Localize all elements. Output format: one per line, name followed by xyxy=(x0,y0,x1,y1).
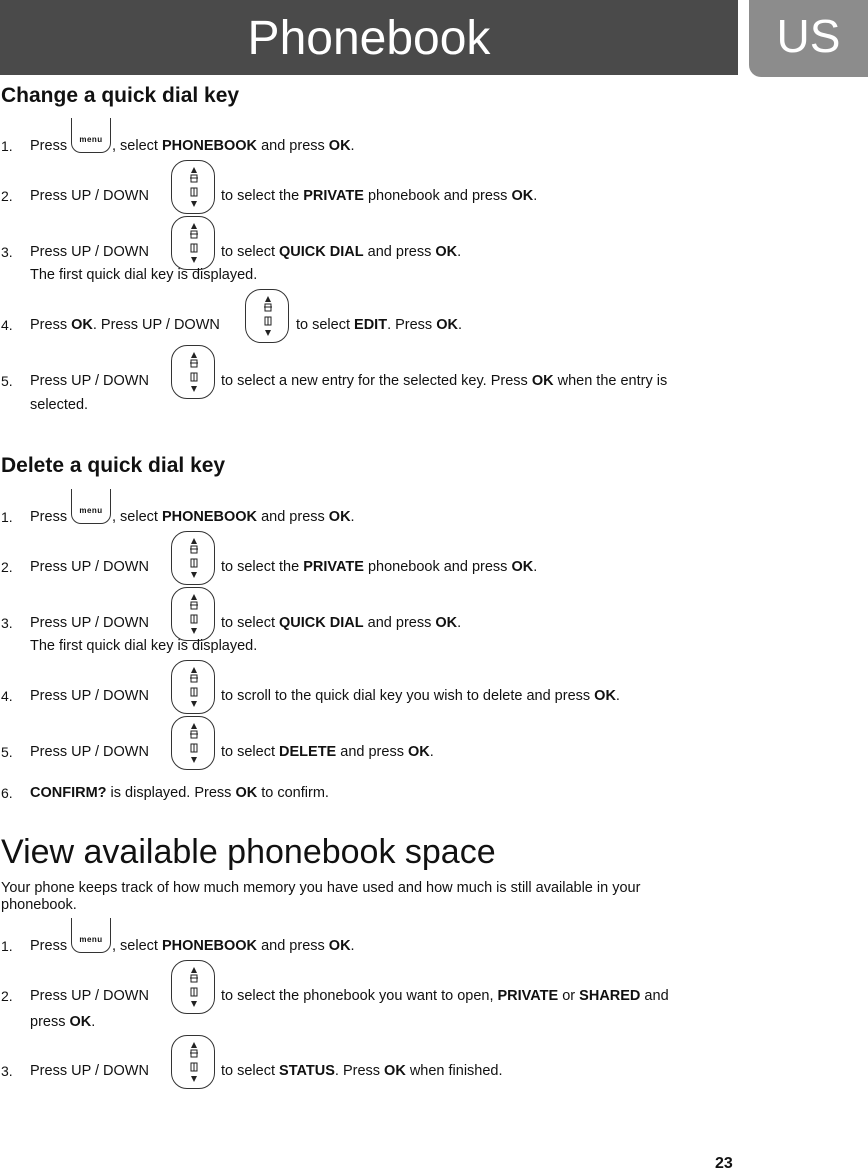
step-text: to select DELETE and press OK. xyxy=(221,744,434,760)
step-text: Press UP / DOWN xyxy=(30,244,149,260)
step-number: 6. xyxy=(1,785,13,801)
step-text: to select the phonebook you want to open, PRIVATE or SHARED and xyxy=(221,988,669,1004)
step-number: 5. xyxy=(1,373,13,389)
step-text: Press UP / DOWN xyxy=(30,1063,149,1079)
step-text: Press xyxy=(30,138,68,154)
region-label: US xyxy=(776,10,841,62)
region-tab xyxy=(749,0,868,77)
up-down-navigation-key-icon xyxy=(171,345,215,399)
step-text: Press UP / DOWN xyxy=(30,688,149,704)
up-down-navigation-key-icon xyxy=(171,1035,215,1089)
step-text: to select STATUS. Press OK when finished. xyxy=(221,1063,503,1079)
step-text: Press UP / DOWN xyxy=(30,559,149,575)
step-text: Press UP / DOWN xyxy=(30,188,149,204)
section-intro: Your phone keeps track of how much memory you have used and how much is still available in your phonebook. xyxy=(1,880,641,913)
up-down-navigation-key-icon xyxy=(171,160,215,214)
step-text-continued: press OK. xyxy=(30,1014,96,1030)
step-text: , select PHONEBOOK and press OK. xyxy=(112,138,355,154)
section-title-change-quick-dial: Change a quick dial key xyxy=(1,84,240,107)
step-text-continued: selected. xyxy=(30,397,89,413)
step-text: to select QUICK DIAL and press OK. xyxy=(221,615,462,631)
up-down-navigation-key-icon xyxy=(171,587,215,641)
step-text: , select PHONEBOOK and press OK. xyxy=(112,509,355,525)
step-number: 3. xyxy=(1,615,13,631)
step-number: 4. xyxy=(1,688,13,704)
step-text: Press xyxy=(30,509,68,525)
menu-key-icon: menu xyxy=(71,918,111,953)
up-down-navigation-key-icon xyxy=(171,531,215,585)
step-note: The first quick dial key is displayed. xyxy=(30,638,258,654)
step-number: 1. xyxy=(1,509,13,525)
page-number: 23 xyxy=(715,1155,733,1172)
menu-key-icon: menu xyxy=(71,118,111,153)
step-note: The first quick dial key is displayed. xyxy=(30,267,258,283)
step-text: CONFIRM? is displayed. Press OK to confirm. xyxy=(30,785,329,801)
step-text: Press xyxy=(30,938,68,954)
step-text: Press UP / DOWN xyxy=(30,988,149,1004)
up-down-navigation-key-icon xyxy=(171,960,215,1014)
step-text: Press UP / DOWN xyxy=(30,373,149,389)
section-title-view-phonebook-space: View available phonebook space xyxy=(1,833,496,871)
step-number: 1. xyxy=(1,138,13,154)
menu-key-icon: menu xyxy=(71,489,111,524)
step-text: , select PHONEBOOK and press OK. xyxy=(112,938,355,954)
step-text: to select EDIT. Press OK. xyxy=(296,317,462,333)
step-text: to select the PRIVATE phonebook and press OK. xyxy=(221,188,538,204)
step-text: Press UP / DOWN xyxy=(30,615,149,631)
step-number: 2. xyxy=(1,559,13,575)
step-text: to scroll to the quick dial key you wish to delete and press OK. xyxy=(221,688,620,704)
step-number: 2. xyxy=(1,988,13,1004)
step-number: 5. xyxy=(1,744,13,760)
up-down-navigation-key-icon xyxy=(171,216,215,270)
step-number: 2. xyxy=(1,188,13,204)
step-number: 3. xyxy=(1,1063,13,1079)
step-text: Press OK. Press UP / DOWN xyxy=(30,317,220,333)
up-down-navigation-key-icon xyxy=(171,716,215,770)
step-number: 4. xyxy=(1,317,13,333)
up-down-navigation-key-icon xyxy=(245,289,289,343)
page-header xyxy=(0,0,738,75)
step-text: to select the PRIVATE phonebook and press OK. xyxy=(221,559,538,575)
step-number: 1. xyxy=(1,938,13,954)
step-text: Press UP / DOWN xyxy=(30,744,149,760)
page-title: Phonebook xyxy=(247,12,491,65)
step-text: to select QUICK DIAL and press OK. xyxy=(221,244,462,260)
step-text: to select a new entry for the selected key. Press OK when the entry is xyxy=(221,373,668,389)
section-title-delete-quick-dial: Delete a quick dial key xyxy=(1,454,226,477)
step-number: 3. xyxy=(1,244,13,260)
up-down-navigation-key-icon xyxy=(171,660,215,714)
